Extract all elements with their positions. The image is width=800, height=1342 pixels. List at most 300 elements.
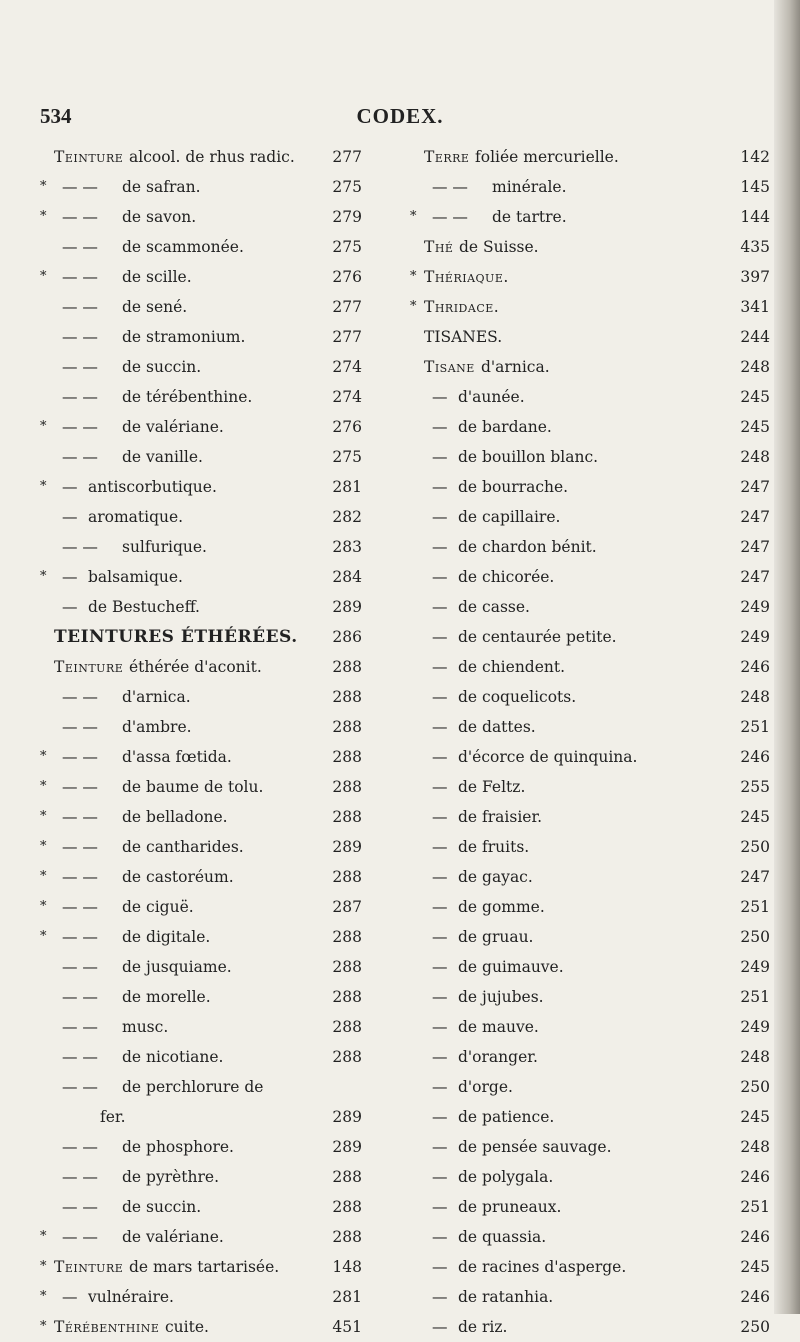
ditto-dash: — — — [62, 958, 98, 976]
entry-text: de gruau. — [458, 928, 534, 946]
entry-text: aromatique. — [88, 508, 184, 526]
page-reference: 248 — [740, 448, 770, 466]
page-reference: 288 — [332, 1198, 362, 1216]
page-reference: 435 — [740, 238, 770, 256]
page-reference: 247 — [740, 508, 770, 526]
index-entry — [410, 1312, 770, 1342]
ditto-dash: — — [62, 568, 78, 586]
page-reference: 245 — [740, 418, 770, 436]
index-entry — [410, 1072, 770, 1102]
index-entry — [410, 802, 770, 832]
index-entry — [40, 1072, 402, 1102]
entry-text: de vanille. — [122, 448, 203, 466]
ditto-dash: — — — [62, 328, 98, 346]
ditto-dash: — — — [62, 688, 98, 706]
page-reference: 276 — [332, 418, 362, 436]
index-entry — [40, 382, 402, 412]
entry-text: de mauve. — [458, 1018, 539, 1036]
entry-text: de cantharides. — [122, 838, 244, 856]
entry-heading: TEINTURES ÉTHÉRÉES. — [54, 627, 298, 647]
index-entry — [410, 532, 770, 562]
index-entry — [40, 1162, 402, 1192]
page-reference: 245 — [740, 388, 770, 406]
index-entry — [410, 1012, 770, 1042]
entry-text: de bouillon blanc. — [458, 448, 599, 466]
page-reference: 288 — [332, 1228, 362, 1246]
index-entry — [40, 412, 402, 442]
entry-heading: Tisane — [424, 358, 475, 376]
page-reference: 281 — [332, 1288, 362, 1306]
page-reference: 288 — [332, 778, 362, 796]
entry-text: d'oranger. — [458, 1048, 538, 1066]
ditto-dash: — — — [62, 778, 98, 796]
ditto-dash: — — — [62, 208, 98, 226]
ditto-dash: — — — [62, 388, 98, 406]
index-entry — [40, 292, 402, 322]
asterisk-mark: * — [40, 1229, 47, 1244]
entry-text: minérale. — [492, 178, 567, 196]
entry-text: d'aunée. — [458, 388, 525, 406]
entry-text: de Feltz. — [458, 778, 526, 796]
entry-text: de succin. — [122, 358, 202, 376]
entry-text: de perchlorure de — [122, 1078, 264, 1096]
ditto-dash: — — [432, 508, 448, 526]
ditto-dash: — — [432, 988, 448, 1006]
page-reference: 248 — [740, 688, 770, 706]
asterisk-mark: * — [40, 569, 47, 584]
index-entry — [40, 742, 402, 772]
index-entry — [40, 142, 402, 172]
running-title: CODEX. — [356, 104, 444, 128]
entry-heading: Teinture — [54, 658, 124, 676]
entry-heading: Térébenthine — [54, 1318, 160, 1336]
asterisk-mark: * — [40, 929, 47, 944]
entry-text: de nicotiane. — [122, 1048, 224, 1066]
index-entry — [40, 862, 402, 892]
index-entry — [40, 622, 402, 652]
page-reference: 288 — [332, 718, 362, 736]
entry-text: antiscorbutique. — [88, 478, 217, 496]
page-reference: 250 — [740, 928, 770, 946]
entry-text: de guimauve. — [458, 958, 564, 976]
page-reference: 251 — [740, 898, 770, 916]
page-reference: 249 — [740, 1018, 770, 1036]
ditto-dash: — — — [62, 1168, 98, 1186]
entry-text: de baume de tolu. — [122, 778, 264, 796]
ditto-dash: — — [432, 928, 448, 946]
entry-text: de patience. — [458, 1108, 555, 1126]
asterisk-mark: * — [40, 839, 47, 854]
index-entry — [40, 952, 402, 982]
page-reference: 277 — [332, 328, 362, 346]
ditto-dash: — — — [62, 1228, 98, 1246]
page-reference: 249 — [740, 958, 770, 976]
page-reference: 288 — [332, 958, 362, 976]
page-reference: 289 — [332, 1108, 362, 1126]
ditto-dash: — — — [62, 298, 98, 316]
index-entry — [40, 982, 402, 1012]
entry-text: de coquelicots. — [458, 688, 577, 706]
index-entry — [410, 1192, 770, 1222]
entry-text: de bardane. — [458, 418, 552, 436]
entry-text: de pyrèthre. — [122, 1168, 220, 1186]
ditto-dash: — — — [432, 178, 468, 196]
ditto-dash: — — [432, 838, 448, 856]
entry-text: d'arnica. — [122, 688, 191, 706]
index-entry — [40, 1042, 402, 1072]
entry-text: de scille. — [122, 268, 192, 286]
index-entry — [410, 682, 770, 712]
index-entry — [40, 922, 402, 952]
index-entry — [410, 442, 770, 472]
page-reference: 341 — [740, 298, 770, 316]
page-reference: 142 — [740, 148, 770, 166]
page-reference: 281 — [332, 478, 362, 496]
asterisk-mark: * — [40, 749, 47, 764]
page-reference: 248 — [740, 1138, 770, 1156]
entry-text: de valériane. — [122, 418, 224, 436]
page-reference: 289 — [332, 838, 362, 856]
page-reference: 246 — [740, 748, 770, 766]
ditto-dash: — — [432, 388, 448, 406]
index-entry — [410, 172, 770, 202]
page-reference: 250 — [740, 1318, 770, 1336]
index-entry — [410, 922, 770, 952]
index-entry — [40, 322, 402, 352]
ditto-dash: — — [432, 778, 448, 796]
index-entry — [40, 1192, 402, 1222]
index-entry — [40, 442, 402, 472]
index-entry — [410, 1042, 770, 1072]
entry-text: de digitale. — [122, 928, 211, 946]
entry-text: fer. — [100, 1108, 126, 1126]
entry-text: d'écorce de quinquina. — [458, 748, 638, 766]
entry-heading: Thé — [424, 238, 454, 256]
page-header — [40, 104, 760, 134]
ditto-dash: — — [432, 1288, 448, 1306]
page-reference: 288 — [332, 688, 362, 706]
ditto-dash: — — — [62, 1078, 98, 1096]
index-entry — [410, 1282, 770, 1312]
page-reference: 279 — [332, 208, 362, 226]
asterisk-mark: * — [40, 779, 47, 794]
ditto-dash: — — — [62, 838, 98, 856]
ditto-dash: — — — [62, 868, 98, 886]
entry-text: de pensée sauvage. — [458, 1138, 612, 1156]
page-reference: 275 — [332, 178, 362, 196]
page-reference: 288 — [332, 658, 362, 676]
index-entry — [40, 652, 402, 682]
page-reference: 287 — [332, 898, 362, 916]
ditto-dash: — — [432, 1078, 448, 1096]
index-entry — [410, 202, 770, 232]
index-entry — [40, 1102, 402, 1132]
entry-text: balsamique. — [88, 568, 183, 586]
index-entry — [410, 982, 770, 1012]
entry-text: de valériane. — [122, 1228, 224, 1246]
index-entry — [40, 472, 402, 502]
page-reference: 245 — [740, 1258, 770, 1276]
index-entry — [410, 502, 770, 532]
entry-text: de ratanhia. — [458, 1288, 554, 1306]
ditto-dash: — — — [62, 1018, 98, 1036]
entry-text: de belladone. — [122, 808, 228, 826]
index-entry — [410, 292, 770, 322]
entry-text: de chiendent. — [458, 658, 566, 676]
page-edge — [774, 0, 800, 1314]
asterisk-mark: * — [40, 809, 47, 824]
index-entry — [410, 1222, 770, 1252]
entry-text: de riz. — [458, 1318, 508, 1336]
entry-text: de quassia. — [458, 1228, 547, 1246]
entry-text: de pruneaux. — [458, 1198, 562, 1216]
ditto-dash: — — — [62, 268, 98, 286]
page-reference: 246 — [740, 1288, 770, 1306]
asterisk-mark: * — [40, 209, 47, 224]
asterisk-mark: * — [40, 1259, 47, 1274]
index-entry — [40, 262, 402, 292]
ditto-dash: — — — [62, 178, 98, 196]
index-entry — [410, 712, 770, 742]
index-entry — [410, 952, 770, 982]
page-reference: 144 — [740, 208, 770, 226]
ditto-dash: — — [432, 1318, 448, 1336]
ditto-dash: — — [62, 598, 78, 616]
entry-text: de morelle. — [122, 988, 211, 1006]
page-reference: 274 — [332, 358, 362, 376]
index-entry — [410, 892, 770, 922]
ditto-dash: — — [432, 1048, 448, 1066]
index-entry — [40, 892, 402, 922]
ditto-dash: — — [432, 1228, 448, 1246]
entry-text: de racines d'asperge. — [458, 1258, 627, 1276]
ditto-dash: — — — [62, 718, 98, 736]
ditto-dash: — — — [62, 358, 98, 376]
asterisk-mark: * — [40, 899, 47, 914]
page-reference: 275 — [332, 448, 362, 466]
ditto-dash: — — [432, 1258, 448, 1276]
asterisk-mark: * — [40, 419, 47, 434]
entry-heading: TISANES. — [424, 328, 503, 346]
index-entry — [410, 1102, 770, 1132]
entry-text: d'arnica. — [481, 358, 550, 376]
ditto-dash: — — [62, 1288, 78, 1306]
ditto-dash: — — — [62, 928, 98, 946]
page-reference: 288 — [332, 928, 362, 946]
index-entry — [410, 472, 770, 502]
ditto-dash: — — [432, 448, 448, 466]
entry-text: d'orge. — [458, 1078, 513, 1096]
entry-text: de fruits. — [458, 838, 530, 856]
page-reference: 289 — [332, 598, 362, 616]
index-entry — [40, 1012, 402, 1042]
asterisk-mark: * — [40, 869, 47, 884]
entry-heading: Teinture — [54, 1258, 124, 1276]
page-number: 534 — [40, 104, 72, 128]
index-entry — [410, 232, 770, 262]
index-entry — [40, 202, 402, 232]
ditto-dash: — — [62, 478, 78, 496]
page-reference: 282 — [332, 508, 362, 526]
page-reference: 397 — [740, 268, 770, 286]
page-reference: 148 — [332, 1258, 362, 1276]
page-reference: 286 — [332, 628, 362, 646]
entry-heading: Terre — [424, 148, 470, 166]
ditto-dash: — — [432, 748, 448, 766]
index-entry — [40, 592, 402, 622]
index-entry — [40, 1282, 402, 1312]
entry-text: foliée mercurielle. — [475, 148, 619, 166]
index-entry — [40, 562, 402, 592]
index-entry — [40, 352, 402, 382]
page-reference: 288 — [332, 1048, 362, 1066]
ditto-dash: — — [432, 418, 448, 436]
page-reference: 247 — [740, 568, 770, 586]
page-reference: 246 — [740, 1168, 770, 1186]
ditto-dash: — — [432, 1018, 448, 1036]
index-entry — [410, 412, 770, 442]
entry-text: de Suisse. — [459, 238, 539, 256]
page-reference: 247 — [740, 538, 770, 556]
index-entry — [40, 682, 402, 712]
ditto-dash: — — [432, 868, 448, 886]
entry-text: de ciguë. — [122, 898, 194, 916]
index-entry — [410, 772, 770, 802]
ditto-dash: — — [432, 1138, 448, 1156]
index-entry — [40, 1222, 402, 1252]
ditto-dash: — — [432, 568, 448, 586]
page-reference: 277 — [332, 148, 362, 166]
page-reference: 288 — [332, 988, 362, 1006]
asterisk-mark: * — [40, 179, 47, 194]
entry-text: vulnéraire. — [88, 1288, 174, 1306]
index-entry — [410, 562, 770, 592]
entry-heading: Thridace. — [424, 298, 500, 316]
entry-text: de centaurée petite. — [458, 628, 617, 646]
ditto-dash: — — [432, 658, 448, 676]
ditto-dash: — — — [62, 1048, 98, 1066]
page-reference: 289 — [332, 1138, 362, 1156]
entry-text: de dattes. — [458, 718, 536, 736]
entry-text: sulfurique. — [122, 538, 207, 556]
index-column-left — [40, 142, 402, 1342]
index-entry — [410, 862, 770, 892]
page-reference: 248 — [740, 358, 770, 376]
index-entry — [410, 652, 770, 682]
entry-text: de succin. — [122, 1198, 202, 1216]
ditto-dash: — — [432, 808, 448, 826]
ditto-dash: — — [432, 1168, 448, 1186]
ditto-dash: — — [432, 718, 448, 736]
ditto-dash: — — — [62, 238, 98, 256]
ditto-dash: — — [432, 688, 448, 706]
ditto-dash: — — [432, 1198, 448, 1216]
entry-heading: Thériaque. — [424, 268, 509, 286]
page-reference: 277 — [332, 298, 362, 316]
ditto-dash: — — — [62, 1138, 98, 1156]
entry-text: de castoréum. — [122, 868, 234, 886]
entry-text: de gayac. — [458, 868, 533, 886]
entry-text: de casse. — [458, 598, 530, 616]
ditto-dash: — — [432, 628, 448, 646]
entry-text: éthérée d'aconit. — [129, 658, 262, 676]
entry-text: de jujubes. — [458, 988, 544, 1006]
entry-text: de térébenthine. — [122, 388, 253, 406]
index-entry — [40, 232, 402, 262]
page-reference: 451 — [332, 1318, 362, 1336]
page-reference: 245 — [740, 1108, 770, 1126]
page-reference: 288 — [332, 1168, 362, 1186]
entry-text: de polygala. — [458, 1168, 554, 1186]
page-reference: 288 — [332, 748, 362, 766]
entry-text: de phosphore. — [122, 1138, 234, 1156]
page-reference: 251 — [740, 988, 770, 1006]
entry-text: de mars tartarisée. — [129, 1258, 280, 1276]
page-reference: 276 — [332, 268, 362, 286]
asterisk-mark: * — [40, 479, 47, 494]
ditto-dash: — — [432, 538, 448, 556]
ditto-dash: — — — [62, 1198, 98, 1216]
asterisk-mark: * — [40, 1319, 47, 1334]
page-reference: 245 — [740, 808, 770, 826]
entry-text: de savon. — [122, 208, 197, 226]
ditto-dash: — — — [62, 418, 98, 436]
ditto-dash: — — — [62, 898, 98, 916]
page-reference: 288 — [332, 808, 362, 826]
index-entry — [410, 1162, 770, 1192]
entry-text: de gomme. — [458, 898, 545, 916]
index-entry — [410, 592, 770, 622]
index-entry — [410, 1252, 770, 1282]
index-entry — [410, 382, 770, 412]
page-reference: 250 — [740, 838, 770, 856]
page-reference: 247 — [740, 478, 770, 496]
ditto-dash: — — — [62, 448, 98, 466]
page-reference: 244 — [740, 328, 770, 346]
entry-text: de fraisier. — [458, 808, 543, 826]
index-entry — [410, 622, 770, 652]
asterisk-mark: * — [410, 269, 417, 284]
ditto-dash: — — — [62, 988, 98, 1006]
index-entry — [410, 832, 770, 862]
page-reference: 249 — [740, 598, 770, 616]
ditto-dash: — — [432, 1108, 448, 1126]
asterisk-mark: * — [410, 299, 417, 314]
index-entry — [40, 832, 402, 862]
page-reference: 288 — [332, 868, 362, 886]
entry-text: de chicorée. — [458, 568, 555, 586]
index-entry — [410, 322, 770, 352]
entry-text: de jusquiame. — [122, 958, 232, 976]
asterisk-mark: * — [410, 209, 417, 224]
index-entry — [40, 1252, 402, 1282]
page-reference: 246 — [740, 658, 770, 676]
index-entry — [40, 802, 402, 832]
page-reference: 250 — [740, 1078, 770, 1096]
page-reference: 288 — [332, 1018, 362, 1036]
ditto-dash: — — — [62, 748, 98, 766]
index-entry — [410, 1132, 770, 1162]
entry-text: de bourrache. — [458, 478, 569, 496]
asterisk-mark: * — [40, 1289, 47, 1304]
index-entry — [40, 1312, 402, 1342]
entry-text: alcool. de rhus radic. — [129, 148, 295, 166]
page-reference: 251 — [740, 718, 770, 736]
entry-text: musc. — [122, 1018, 169, 1036]
ditto-dash: — — [432, 598, 448, 616]
page-reference: 246 — [740, 1228, 770, 1246]
index-entry — [40, 532, 402, 562]
